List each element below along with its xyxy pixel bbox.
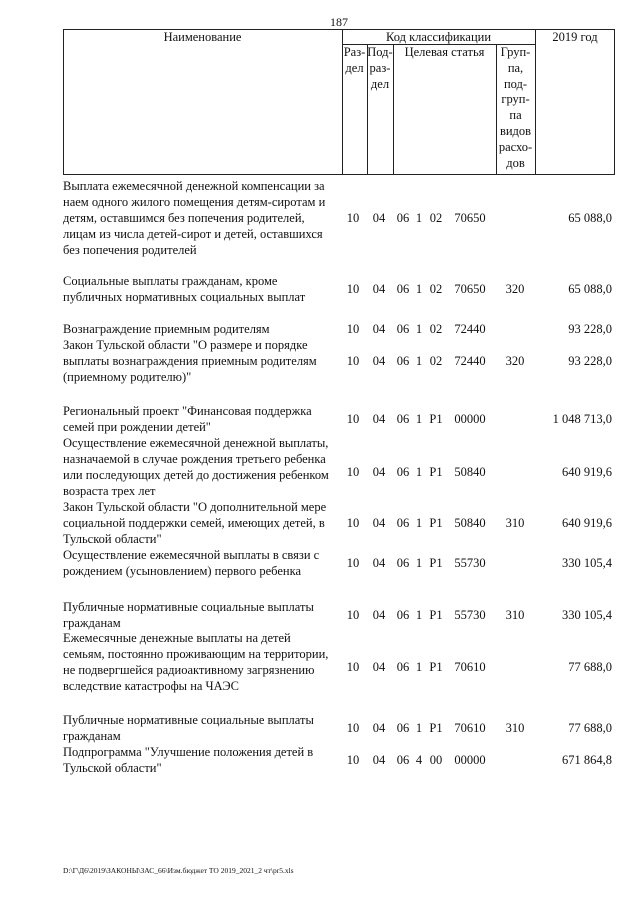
code-direction: 50840 — [454, 464, 486, 479]
row-name-line: Тульской области" — [63, 760, 162, 775]
header-subsection: Под- раз- дел — [367, 45, 393, 91]
code-program: 06 — [396, 353, 410, 368]
code-program: 06 — [396, 752, 410, 767]
table-row — [0, 745, 640, 777]
table-row — [0, 322, 640, 338]
code-section: 10 — [346, 515, 360, 530]
row-name-line: возраста трех лет — [63, 483, 156, 498]
code-main-event: P1 — [429, 515, 443, 530]
row-amount: 77 688,0 — [568, 659, 612, 674]
row-name-line: гражданам — [63, 728, 121, 743]
row-name-line: детям, оставшимся без попечения родителей, — [63, 210, 305, 225]
row-name — [63, 404, 343, 436]
code-section: 10 — [346, 322, 360, 336]
row-name — [63, 631, 343, 695]
row-name-line: Осуществление ежемесячной денежной выплаты, — [63, 436, 329, 450]
code-section: 10 — [346, 281, 360, 296]
row-name-line: социальной поддержки семей, имеющих детей, в — [63, 515, 325, 530]
code-direction: 55730 — [454, 607, 486, 622]
table-row — [0, 631, 640, 695]
code-section: 10 — [346, 607, 360, 622]
code-subsection: 04 — [372, 411, 386, 426]
code-subsection: 04 — [372, 210, 386, 225]
code-direction: 70610 — [454, 659, 486, 674]
code-direction: 55730 — [454, 555, 486, 570]
code-subsection: 04 — [372, 322, 386, 336]
code-main-event: P1 — [429, 659, 443, 674]
header-name: Наименование — [163, 30, 242, 44]
row-amount: 65 088,0 — [568, 210, 612, 225]
header-code-group: Код классификации — [385, 30, 492, 44]
code-program: 06 — [396, 720, 410, 735]
header-expense-group: Груп- па, под- груп- па видов расхо- дов — [498, 45, 533, 170]
table-row — [0, 404, 640, 436]
row-amount: 1 048 713,0 — [552, 411, 612, 426]
code-direction: 50840 — [454, 515, 486, 530]
row-name — [63, 436, 343, 500]
code-program: 06 — [396, 659, 410, 674]
code-direction: 00000 — [454, 411, 486, 426]
row-name-line: без попечения родителей — [63, 242, 197, 257]
row-amount: 640 919,6 — [562, 464, 612, 479]
code-section: 10 — [346, 411, 360, 426]
row-name — [63, 274, 343, 306]
code-program: 06 — [396, 607, 410, 622]
row-amount: 77 688,0 — [568, 720, 612, 735]
code-direction: 00000 — [454, 752, 486, 767]
row-name-line: или последующих детей до достижения ребенком — [63, 467, 329, 482]
code-section: 10 — [346, 555, 360, 570]
row-name-line: Выплата ежемесячной денежной компенсации за — [63, 179, 325, 193]
row-name — [63, 338, 343, 386]
table-row — [0, 600, 640, 632]
row-name-line: не подвергшейся радиоактивному загрязнению — [63, 662, 315, 677]
header-year: 2019 год — [552, 30, 598, 44]
row-name-line: Вознаграждение приемным родителям — [63, 322, 270, 336]
row-name-line: Закон Тульской области "О размере и порядке — [63, 338, 308, 352]
code-program: 06 — [396, 281, 410, 296]
table-row — [0, 179, 640, 259]
code-subprogram: 1 — [415, 659, 423, 674]
code-direction: 70650 — [454, 281, 486, 296]
code-subsection: 04 — [372, 353, 386, 368]
row-amount: 330 105,4 — [562, 607, 612, 622]
code-program: 06 — [396, 210, 410, 225]
code-main-event: 02 — [429, 322, 443, 336]
row-name-line: наем одного жилого помещения детям-сиротам и — [63, 194, 326, 209]
row-name-line: выплаты вознаграждения приемным родителям — [63, 353, 317, 368]
code-section: 10 — [346, 210, 360, 225]
row-name-line: Закон Тульской области "О дополнительной мере — [63, 500, 327, 514]
code-main-event: P1 — [429, 555, 443, 570]
row-name — [63, 600, 343, 632]
code-program: 06 — [396, 411, 410, 426]
code-main-event: 00 — [429, 752, 443, 767]
table-row — [0, 500, 640, 548]
code-section: 10 — [346, 464, 360, 479]
row-name-line: Социальные выплаты гражданам, кроме — [63, 274, 278, 288]
row-name — [63, 745, 343, 777]
row-amount: 65 088,0 — [568, 281, 612, 296]
code-section: 10 — [346, 659, 360, 674]
code-subsection: 04 — [372, 464, 386, 479]
code-section: 10 — [346, 353, 360, 368]
code-subsection: 04 — [372, 752, 386, 767]
code-program: 06 — [396, 555, 410, 570]
code-subprogram: 1 — [415, 464, 423, 479]
code-main-event: 02 — [429, 353, 443, 368]
row-name-line: Публичные нормативные социальные выплаты — [63, 713, 314, 727]
row-name-line: лицам из числа детей-сирот и детей, оставшихся — [63, 226, 323, 241]
row-name-line: семей при рождении детей" — [63, 419, 211, 434]
code-subprogram: 1 — [415, 322, 423, 336]
code-program: 06 — [396, 464, 410, 479]
code-subprogram: 1 — [415, 607, 423, 622]
code-program: 06 — [396, 515, 410, 530]
code-section: 10 — [346, 720, 360, 735]
row-name-line: публичных нормативных социальных выплат — [63, 289, 306, 304]
table-row — [0, 548, 640, 580]
code-subprogram: 1 — [415, 353, 423, 368]
code-section: 10 — [346, 752, 360, 767]
table-row — [0, 436, 640, 500]
row-name-line: Ежемесячные денежные выплаты на детей — [63, 631, 291, 645]
row-amount: 93 228,0 — [568, 353, 612, 368]
code-main-event: P1 — [429, 411, 443, 426]
row-name — [63, 713, 343, 745]
code-expense-group: 320 — [505, 281, 525, 296]
code-subprogram: 4 — [415, 752, 423, 767]
file-path-footer: D:\Г\Д6\2019\ЗАКОНЫ\ЗАС_66\Изм.бюджет ТО 2019_2021_2 чт\pr5.xls — [63, 866, 294, 875]
code-main-event: 02 — [429, 281, 443, 296]
code-expense-group: 310 — [505, 607, 525, 622]
code-subprogram: 1 — [415, 720, 423, 735]
header-target-item: Целевая статья — [404, 45, 485, 59]
code-direction: 72440 — [454, 322, 486, 336]
row-name-line: вследствие катастрофы на ЧАЭС — [63, 678, 239, 693]
row-name-line: Публичные нормативные социальные выплаты — [63, 600, 314, 614]
code-subsection: 04 — [372, 555, 386, 570]
row-name-line: Осуществление ежемесячной выплаты в связи с — [63, 548, 320, 562]
row-name — [63, 322, 343, 338]
row-name-line: (приемному родителю)" — [63, 369, 192, 384]
row-name-line: Тульской области" — [63, 531, 162, 546]
code-main-event: P1 — [429, 720, 443, 735]
code-expense-group: 310 — [505, 720, 525, 735]
row-name-line: семьям, постоянно проживающим на территории, — [63, 646, 329, 661]
code-expense-group: 320 — [505, 353, 525, 368]
table-row — [0, 713, 640, 745]
row-name-line: Региональный проект "Финансовая поддержка — [63, 404, 312, 418]
code-direction: 70610 — [454, 720, 486, 735]
table-header — [63, 29, 615, 175]
row-name — [63, 548, 343, 580]
row-name — [63, 179, 343, 259]
code-expense-group: 310 — [505, 515, 525, 530]
code-main-event: 02 — [429, 210, 443, 225]
table-row — [0, 274, 640, 306]
row-amount: 330 105,4 — [562, 555, 612, 570]
row-name — [63, 500, 343, 548]
code-subprogram: 1 — [415, 281, 423, 296]
code-direction: 70650 — [454, 210, 486, 225]
row-name-line: назначаемой в случае рождения третьего ребенка — [63, 451, 326, 466]
page-number: 187 — [330, 15, 348, 29]
code-subprogram: 1 — [415, 555, 423, 570]
row-amount: 640 919,6 — [562, 515, 612, 530]
code-subsection: 04 — [372, 515, 386, 530]
code-subsection: 04 — [372, 607, 386, 622]
code-subprogram: 1 — [415, 411, 423, 426]
row-name-line: гражданам — [63, 615, 121, 630]
code-subsection: 04 — [372, 659, 386, 674]
code-program: 06 — [396, 322, 410, 336]
row-amount: 671 864,8 — [562, 752, 612, 767]
code-subsection: 04 — [372, 281, 386, 296]
row-name-line: Подпрограмма "Улучшение положения детей в — [63, 745, 314, 759]
code-main-event: P1 — [429, 464, 443, 479]
header-section: Раз- дел — [343, 45, 366, 75]
row-amount: 93 228,0 — [568, 322, 612, 336]
code-subprogram: 1 — [415, 210, 423, 225]
code-subprogram: 1 — [415, 515, 423, 530]
table-row — [0, 338, 640, 386]
row-name-line: рождением (усыновлением) первого ребенка — [63, 563, 302, 578]
code-main-event: P1 — [429, 607, 443, 622]
code-subsection: 04 — [372, 720, 386, 735]
code-direction: 72440 — [454, 353, 486, 368]
